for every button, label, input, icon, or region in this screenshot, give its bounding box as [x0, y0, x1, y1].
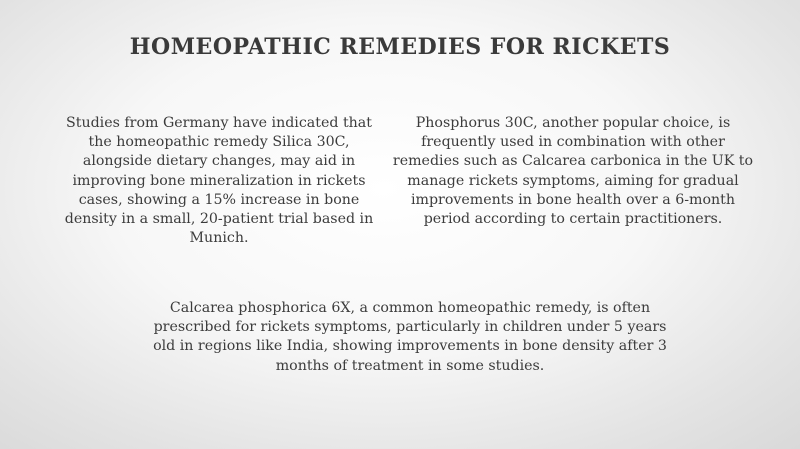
slide-title: HOMEOPATHIC REMEDIES FOR RICKETS — [129, 34, 671, 60]
calcarea-paragraph: Calcarea phosphorica 6X, a common homeopathic remedy, is often prescribed for rickets symptoms, particularly in children under 5 years old in regions like India, showing improvements in bone density after 3 months of treatment in some studies. — [153, 300, 667, 374]
phosphorus-paragraph: Phosphorus 30C, another popular choice, is frequently used in combination with other remedies such as Calcarea carbonica in the UK to manage rickets symptoms, aiming for gradual improvements in bone health over a 6-month period according to certain practitioners. — [392, 115, 754, 228]
silica-paragraph: Studies from Germany have indicated that the homeopathic remedy Silica 30C, alongside dietary changes, may aid in improving bone mineralization in rickets cases, showing a 15% increase in bone density in a small, 20-patient trial based in Munich. — [64, 115, 374, 247]
